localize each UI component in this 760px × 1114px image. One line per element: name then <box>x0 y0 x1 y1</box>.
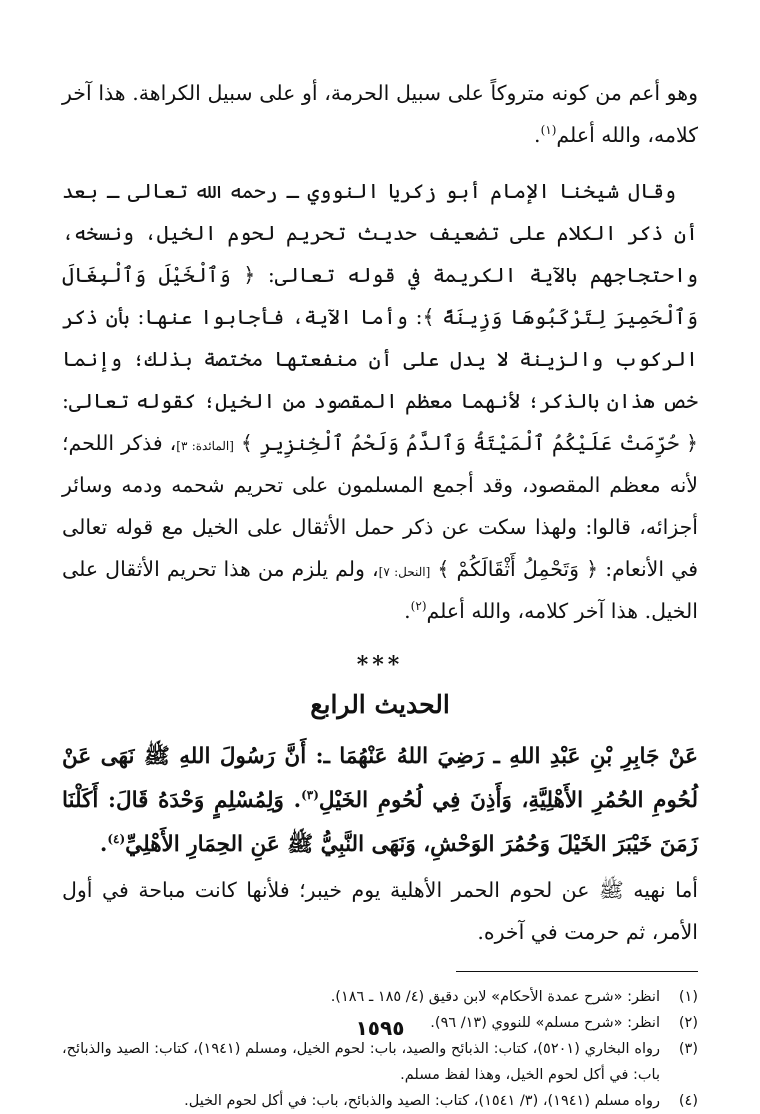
hadith-part-1: عَنْ جَابِرِ بْنِ عَبْدِ اللهِ ـ رَضِيَ اللهُ عَنْهُمَا ـ: أَنَّ رَسُولَ اللهِ ﷺ نَهَى عَنْ لُحُومِ الحُمُرِ الأَهْلِيَّةِ، وَأَذِنَ فِي لُحُومِ الخَيْلِ <box>62 744 698 813</box>
hadith-text <box>62 735 698 867</box>
footnote-text: انظر: «شرح عمدة الأحكام» لابن دقيق (٤/ ١٨٥ ـ ١٨٦). <box>330 989 660 1005</box>
paragraph-2-end: . <box>404 599 411 623</box>
paragraph-1-text: وهو أعم من كونه متروكاً على سبيل الحرمة، أو على سبيل الكراهة. هذا آخر كلامه، والله أعلم <box>62 81 698 147</box>
footnote-text: رواه مسلم (١٩٤١)، (٣/ ١٥٤١)، كتاب: الصيد والذبائح، باب: في أكل لحوم الخيل. <box>184 1093 660 1109</box>
footnote-number: (١) <box>678 989 698 1005</box>
footnotes <box>62 984 698 1114</box>
quran-reference-maidah: [المائدة: ٣] <box>176 439 234 453</box>
footnote-text: رواه البخاري (٥٢٠١)، كتاب: الذبائح والصيد، باب: لحوم الخيل، ومسلم (١٩٤١)، كتاب: الصيد والذبائح، باب: في أكل لحوم الخيل، وهذا لفظ مسلم. <box>62 1041 660 1083</box>
section-separator: *** <box>356 652 404 678</box>
paragraph-2-part-2: ، فذكر اللحم؛ لأنه معظم المقصود، وقد أجمع المسلمون على تحريم شحمه ودمه وسائر أجزائه، قالوا: ولهذا سكت عن ذكر حمل الأثقال على الخيل مع قوله تعالى في الأنعام: ﴿ وَتَحْمِلُ أَثْقَالَكُمْ ﴾ <box>62 431 699 581</box>
footnote-ref-1[interactable]: (١) <box>540 123 557 138</box>
footnote-ref-3[interactable]: (٣) <box>301 787 319 802</box>
footnote-divider <box>456 971 698 972</box>
paragraph-2-part-3: ، ولم يلزم من هذا تحريم الأثقال على الخيل. هذا آخر كلامه، والله أعلم <box>62 557 698 623</box>
hadith-part-2: . وَلِمُسْلِمٍ وَحْدَهُ قَالَ: أَكَلْنَا زَمَنَ خَيْبَرَ الخَيْلَ وَحُمُرَ الوَحْشِ، وَنَهَى النَّبِيُّ ﷺ عَنِ الحِمَارِ الأَهْلِيِّ <box>62 788 698 857</box>
footnote-item <box>62 984 698 1010</box>
page-number: ١٥٩٥ <box>355 1016 405 1040</box>
footnote-number: (٢) <box>678 1015 698 1031</box>
paragraph-2-part-1: وقال شيخنا الإمام أبو زكريا النووي ـ رحمه الله تعالى ـ بعد أن ذكر الكلام على تضعيف حديث تحريم لحوم الخيل، ونسخه، واحتجاجهم بالآية الكريمة في قوله تعالى: ﴿ وَٱلْخَيْلَ وَٱلْبِغَالَ وَٱلْحَمِيرَ لِتَرْكَبُوهَا وَزِينَةً ﴾: وأما الآية، فأجابوا عنها: بأن ذكر الركوب والزينة لا يدل على أن منفعتها مختصة بذلك؛ وإنما خص هذان بالذكر؛ لأنهما معظم المقصود من الخيل؛ كقوله تعالى: ﴿ حُرِّمَتْ عَلَيْكُمُ ٱلْمَيْتَةُ وَٱلدَّمُ وَلَحْمُ ٱلْخِنزِيرِ ﴾ <box>62 179 699 455</box>
paragraph-1 <box>62 72 698 156</box>
footnote-item <box>62 1036 698 1088</box>
quran-reference-nahl: [النحل: ٧] <box>378 565 431 579</box>
commentary-paragraph: أما نهيه ﷺ عن لحوم الحمر الأهلية يوم خيبر؛ فلأنها كانت مباحة في أول الأمر، ثم حرمت في آخره. <box>62 878 698 944</box>
footnote-number: (٣) <box>678 1041 698 1057</box>
paragraph-1-end: . <box>534 123 541 147</box>
footnote-item <box>62 1088 698 1114</box>
main-text <box>62 72 698 632</box>
footnote-ref-4[interactable]: (٤) <box>107 831 126 846</box>
footnote-text: انظر: «شرح مسلم» للنووي (١٣/ ٩٦). <box>430 1015 660 1031</box>
section-heading: الحديث الرابع <box>310 690 450 719</box>
footnote-ref-2[interactable]: (٢) <box>410 599 427 614</box>
paragraph-2 <box>62 170 698 632</box>
hadith-end: . <box>99 832 108 857</box>
footnote-number: (٤) <box>678 1093 698 1109</box>
